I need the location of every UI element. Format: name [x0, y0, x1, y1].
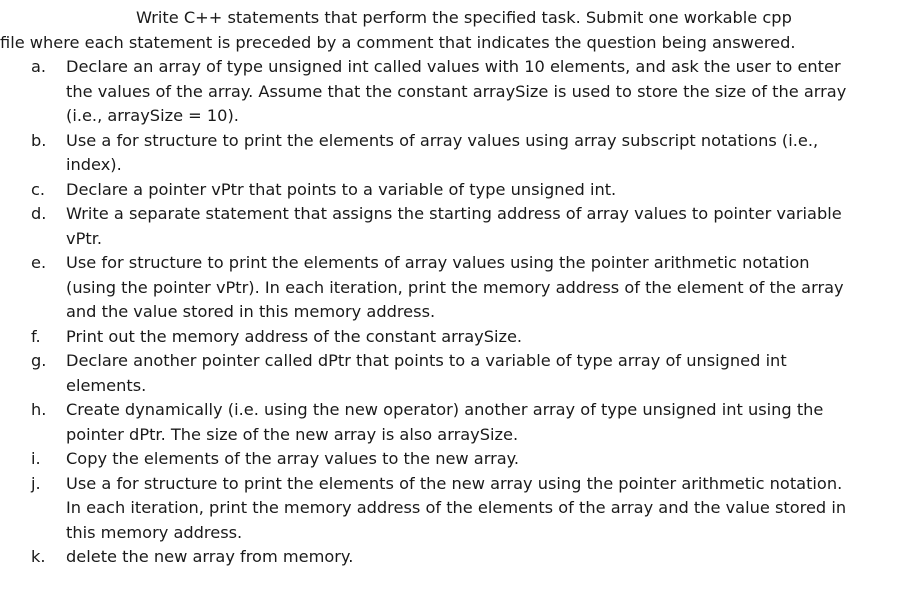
task-text: Use for structure to print the elements of array values using the pointer arithmetic notation (using the pointer vPtr). In each iteration, print the memory address of the element of the array and the value stored in this memory address.	[66, 253, 844, 321]
task-label: a.	[31, 57, 47, 76]
task-text: Declare an array of type unsigned int called values with 10 elements, and ask the user to enter the values of the array. Assume that the constant arraySize is used to store the size of the array (i.e., arraySize = 10).	[66, 57, 847, 125]
task-text: Create dynamically (i.e. using the new operator) another array of type unsigned int using the pointer dPtr. The size of the new array is also arraySize.	[66, 400, 824, 444]
task-label: f.	[31, 326, 41, 346]
task-label: c.	[31, 179, 46, 199]
task-item-b	[0, 129, 856, 178]
task-item-k	[0, 545, 856, 570]
task-text: Declare a pointer vPtr that points to a variable of type unsigned int.	[66, 179, 617, 199]
task-text: Copy the elements of the array values to the new array.	[66, 449, 520, 468]
task-list	[0, 55, 902, 570]
task-text: delete the new array from memory.	[66, 547, 354, 566]
task-item-g	[0, 349, 856, 398]
instructions-intro: Write C++ statements that perform the specified task. Submit one workable cpp file where each statement is preceded by a comment that indicates the question being answered.	[0, 8, 796, 52]
task-item-f	[0, 325, 856, 350]
task-item-c	[0, 178, 856, 203]
task-item-d	[0, 202, 856, 251]
task-label: d.	[31, 204, 47, 223]
task-item-e	[0, 251, 856, 325]
task-item-h	[0, 398, 856, 447]
task-text: Print out the memory address of the constant arraySize.	[66, 326, 523, 346]
task-label: h.	[31, 400, 47, 419]
task-label: k.	[31, 547, 46, 566]
task-label: b.	[31, 130, 47, 150]
task-label: e.	[31, 253, 47, 272]
task-text: Declare another pointer called dPtr that points to a variable of type array of unsigned int elements.	[66, 351, 787, 395]
task-label: j.	[31, 473, 41, 493]
task-item-i	[0, 447, 856, 472]
task-label: g.	[31, 351, 47, 370]
assignment-document	[0, 6, 902, 570]
task-text: Write a separate statement that assigns the starting address of array values to pointer variable vPtr.	[66, 204, 842, 248]
task-text: Use a for structure to print the elements of the new array using the pointer arithmetic notation. In each iteration, print the memory address of the elements of the array and the value stored in this memory address.	[66, 473, 847, 542]
task-label: i.	[31, 449, 41, 468]
task-item-a	[0, 55, 856, 129]
task-item-j	[0, 472, 856, 546]
task-text: Use a for structure to print the elements of array values using array subscript notations (i.e., index).	[66, 130, 819, 174]
